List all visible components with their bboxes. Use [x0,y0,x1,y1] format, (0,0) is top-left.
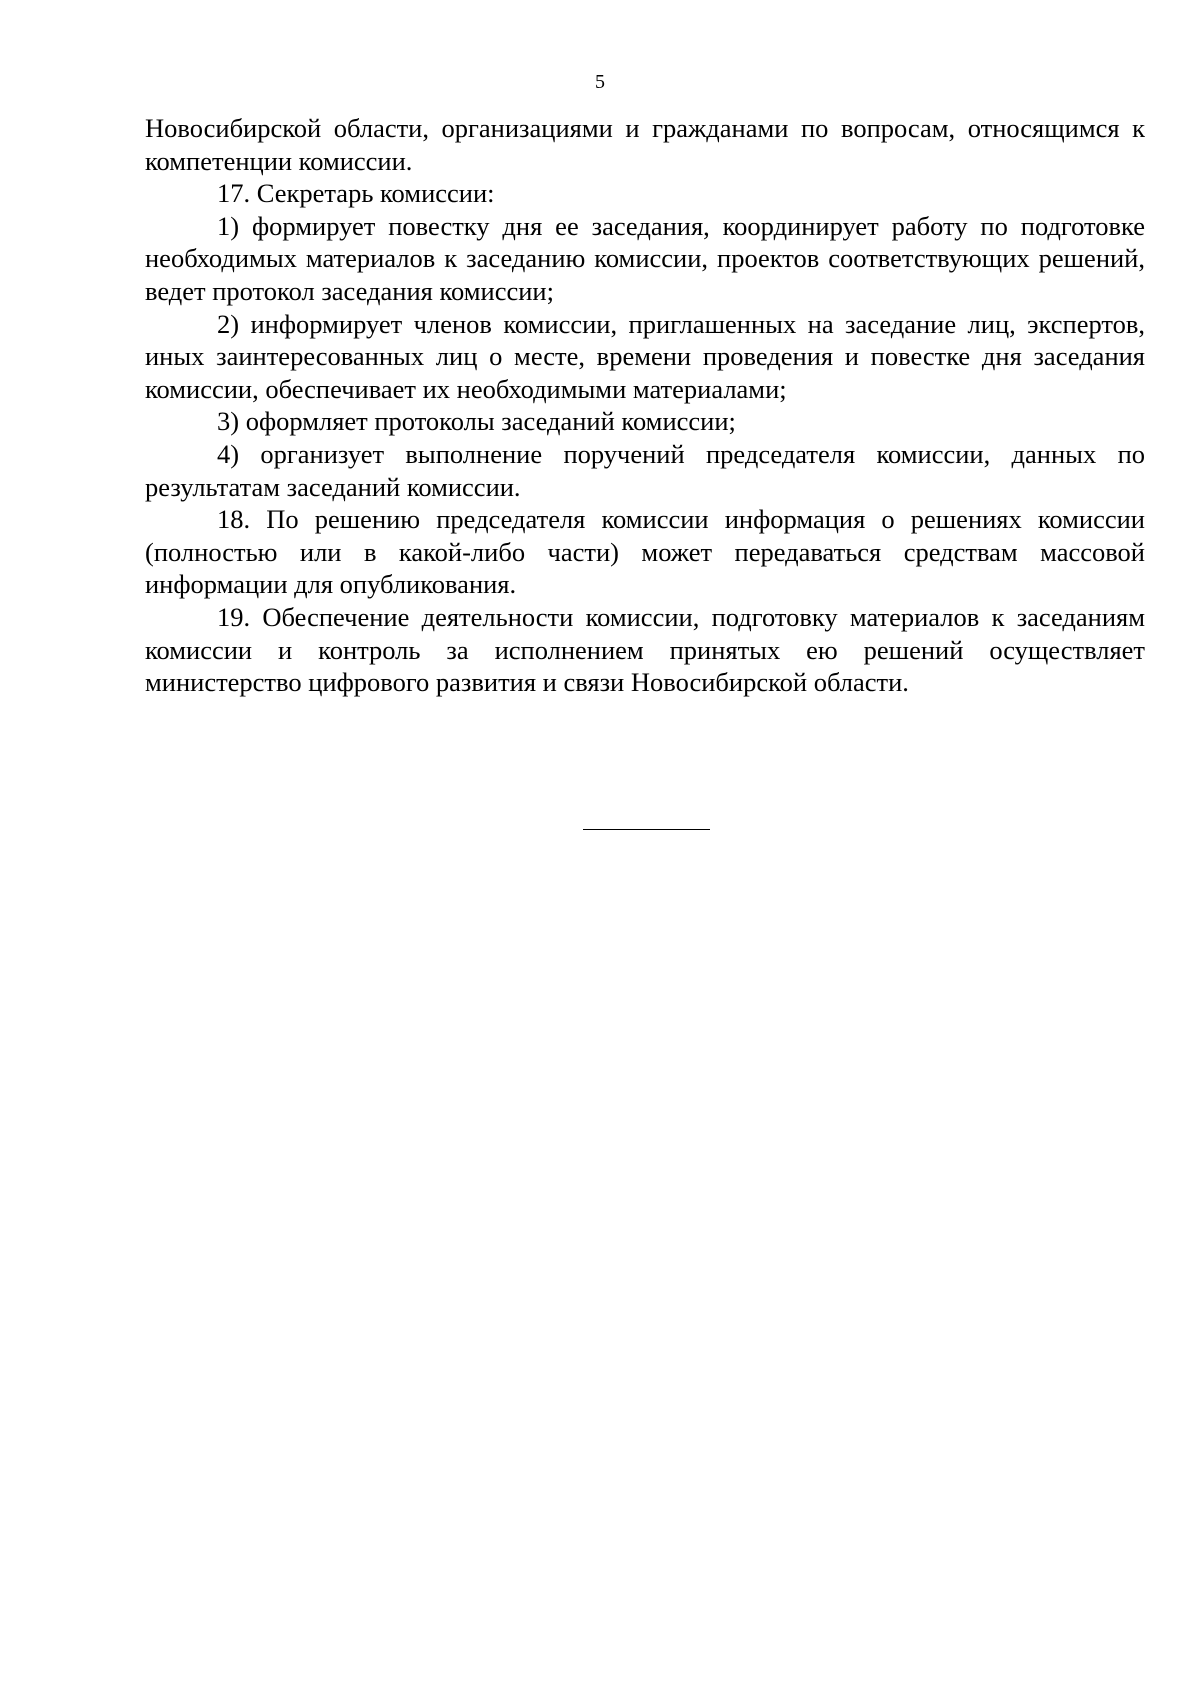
paragraph-item-17: 17. Секретарь комиссии: [217,178,495,209]
paragraph-item-17-4: 4) организует выполнение поручений председателя комиссии, данных по результатам заседаний комиссии. [145,438,1145,502]
end-of-document-rule [583,829,710,830]
paragraph-item-17-2: 2) информирует членов комиссии, приглашенных на заседание лиц, экспертов, иных заинтересованных лиц о месте, времени проведения и повестке дня заседания комиссии, обеспечивает их необходимыми материалами; [145,308,1145,404]
paragraph-item-19: 19. Обеспечение деятельности комиссии, подготовку материалов к заседаниям комиссии и контроль за исполнением принятых ею решений осуществляет министерство цифрового развития и связи Новосибирской области. [145,601,1145,698]
paragraph-item-17-3: 3) оформляет протоколы заседаний комиссии; [217,406,736,437]
page-number: 5 [595,71,605,93]
document-body [145,112,1145,699]
paragraph-item-18: 18. По решению председателя комиссии информация о решениях комиссии (полностью или в какой-либо части) может передаваться средствам массовой информации для опубликования. [145,504,1145,600]
paragraph-continuation: Новосибирской области, организациями и гражданами по вопросам, относящимся к компетенции комиссии. [145,113,1145,176]
paragraph-item-17-1: 1) формирует повестку дня ее заседания, координирует работу по подготовке необходимых материалов к заседанию комиссии, проектов соответствующих решений, ведет протокол заседания комиссии; [145,210,1145,306]
